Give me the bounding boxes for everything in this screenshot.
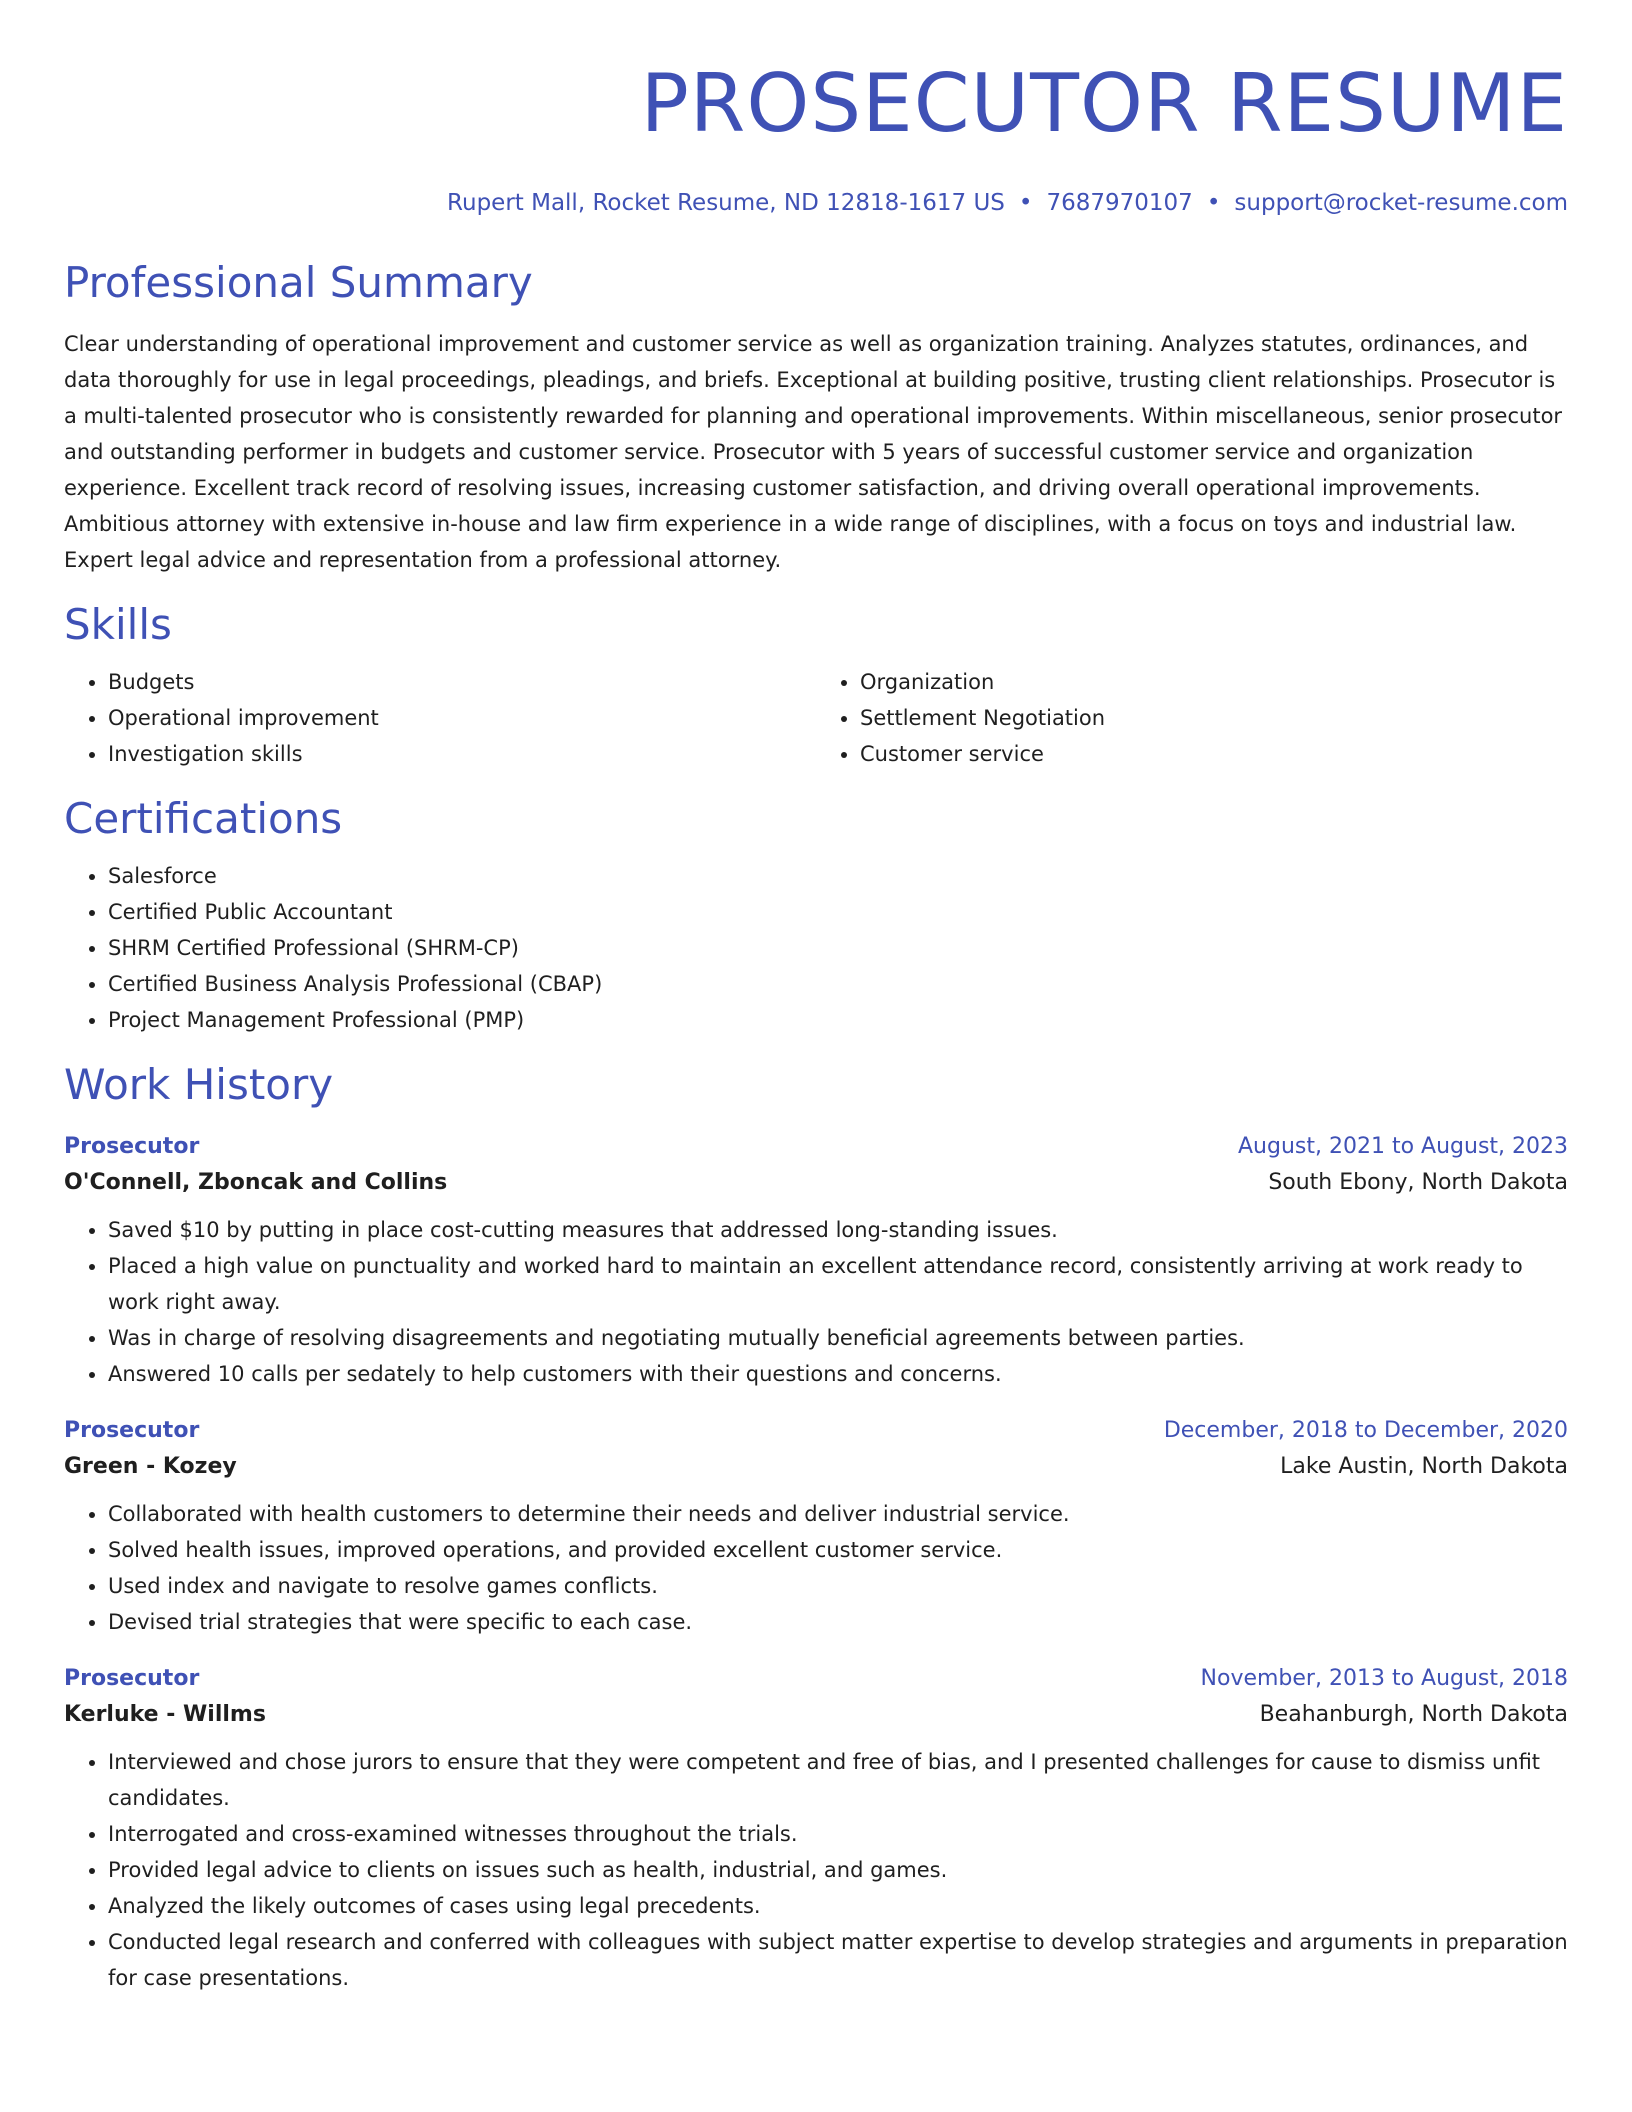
job-duty-item: • Was in charge of resolving disagreements and negotiating mutually beneficial agreements between parties. [108, 1320, 1568, 1356]
job-duty-item: • Provided legal advice to clients on issues such as health, industrial, and games. [108, 1852, 1568, 1888]
job-duty-item: • Interviewed and chose jurors to ensure that they were competent and free of bias, and I presented challenges for cause to dismiss unfit candidates. [108, 1744, 1568, 1816]
job-entry [64, 1662, 1568, 1996]
certifications-list [64, 858, 1568, 1038]
skills-list-right [816, 664, 1568, 772]
job-company: O'Connell, Zboncak and Collins [64, 1170, 448, 1195]
skill-item: • Operational improvement [108, 700, 816, 736]
summary-text: Clear understanding of operational improvement and customer service as well as organization training. Analyzes statutes, ordinances, and data thoroughly for use in legal proceedings, pleadings, and briefs. Exceptional at building positive, trusting client relationships. Prosecutor is a multi-talented prosecutor who is consistently rewarded for planning and operational improvements. Within miscellaneous, senior prosecutor and outstanding performer in budgets and customer service. Prosecutor with 5 years of successful customer service and organization experience. Excellent track record of resolving issues, increasing customer satisfaction, and driving overall operational improvements. Ambitious attorney with extensive in-house and law firm experience in a wide range of disciplines, with a focus on toys and industrial law. Expert legal advice and representation from a professional attorney. [64, 332, 1563, 572]
skills-grid [64, 664, 1568, 772]
job-header-row [64, 1662, 1568, 1696]
job-duty-item: • Interrogated and cross-examined witnesses throughout the trials. [108, 1816, 1568, 1852]
job-title: Prosecutor [64, 1666, 200, 1691]
job-dates: August, 2021 to August, 2023 [1238, 1134, 1568, 1159]
contact-address: Rupert Mall, Rocket Resume, ND 12818-1617 US [447, 190, 1005, 216]
skills-heading: Skills [64, 600, 172, 649]
skill-item: • Customer service [860, 736, 1568, 772]
job-company: Kerluke - Willms [64, 1702, 266, 1727]
skill-item: • Investigation skills [108, 736, 816, 772]
job-location: Lake Austin, North Dakota [1280, 1454, 1568, 1479]
job-company-row [64, 1448, 1568, 1486]
job-duties-list [64, 1212, 1568, 1392]
resume-title: PROSECUTOR RESUME [640, 57, 1568, 150]
certification-item: • Salesforce [108, 858, 1568, 894]
contact-separator: • [1018, 190, 1033, 216]
certification-item: • Certified Public Accountant [108, 894, 1568, 930]
skill-item: • Organization [860, 664, 1568, 700]
job-duties-list [64, 1496, 1568, 1640]
work-history-heading: Work History [64, 1060, 334, 1109]
job-entry [64, 1130, 1568, 1392]
job-duty-item: • Used index and navigate to resolve games conflicts. [108, 1568, 1568, 1604]
job-duty-item: • Collaborated with health customers to determine their needs and deliver industrial service. [108, 1496, 1568, 1532]
job-title: Prosecutor [64, 1418, 200, 1443]
summary-heading: Professional Summary [64, 258, 533, 307]
job-company-row [64, 1696, 1568, 1734]
job-header-row [64, 1414, 1568, 1448]
skill-item: • Budgets [108, 664, 816, 700]
job-duty-item: • Answered 10 calls per sedately to help customers with their questions and concerns. [108, 1356, 1568, 1392]
job-dates: November, 2013 to August, 2018 [1200, 1666, 1568, 1691]
skills-list-left [64, 664, 816, 772]
job-dates: December, 2018 to December, 2020 [1163, 1418, 1568, 1443]
contact-separator: • [1206, 190, 1221, 216]
skill-item: • Settlement Negotiation [860, 700, 1568, 736]
contact-phone: 7687970107 [1046, 190, 1193, 216]
contact-email: support@rocket-resume.com [1234, 190, 1568, 216]
job-location: South Ebony, North Dakota [1268, 1170, 1568, 1195]
contact-line [64, 188, 1568, 218]
certification-item: • SHRM Certified Professional (SHRM-CP) [108, 930, 1568, 966]
job-duty-item: • Placed a high value on punctuality and worked hard to maintain an excellent attendance record, consistently arriving at work ready to work right away. [108, 1248, 1568, 1320]
job-header-row [64, 1130, 1568, 1164]
job-title: Prosecutor [64, 1134, 200, 1159]
job-duty-item: • Saved $10 by putting in place cost-cutting measures that addressed long-standing issues. [108, 1212, 1568, 1248]
job-duty-item: • Conducted legal research and conferred with colleagues with subject matter expertise to develop strategies and arguments in preparation for case presentations. [108, 1924, 1568, 1996]
job-duty-item: • Analyzed the likely outcomes of cases using legal precedents. [108, 1888, 1568, 1924]
job-duty-item: • Devised trial strategies that were specific to each case. [108, 1604, 1568, 1640]
job-company: Green - Kozey [64, 1454, 237, 1479]
job-location: Beahanburgh, North Dakota [1259, 1702, 1568, 1727]
job-duties-list [64, 1744, 1568, 1996]
job-entry [64, 1414, 1568, 1640]
job-duty-item: • Solved health issues, improved operations, and provided excellent customer service. [108, 1532, 1568, 1568]
certification-item: • Project Management Professional (PMP) [108, 1002, 1568, 1038]
certification-item: • Certified Business Analysis Professional (CBAP) [108, 966, 1568, 1002]
certifications-heading: Certifications [64, 794, 343, 843]
job-company-row [64, 1164, 1568, 1202]
